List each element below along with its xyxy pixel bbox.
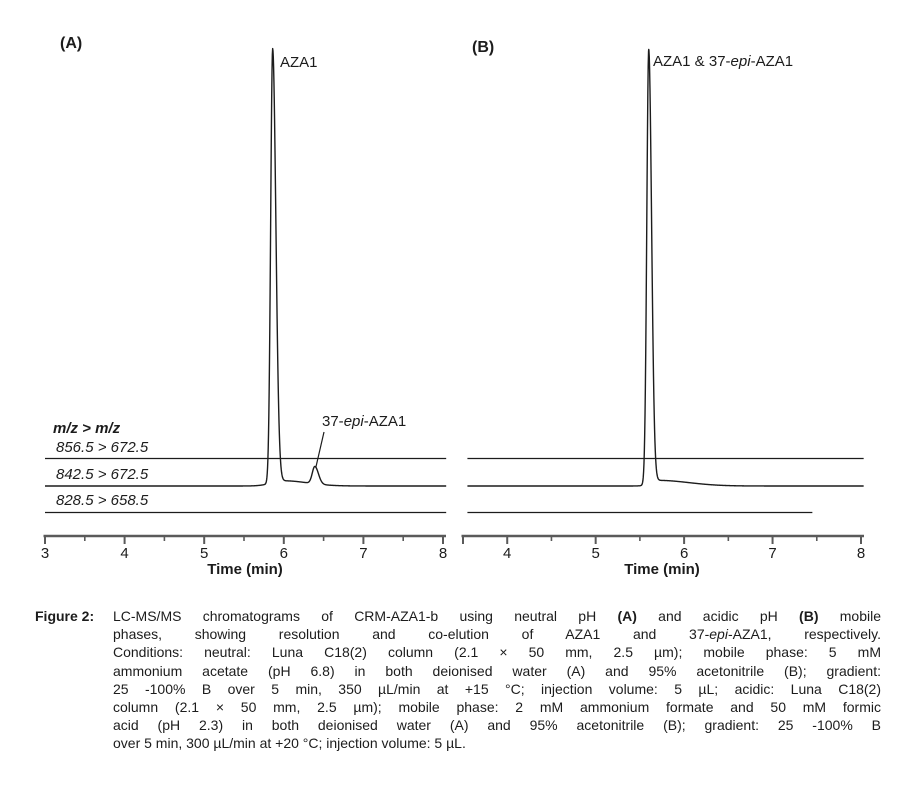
epi-callout-post: -AZA1: [363, 413, 407, 430]
panel-a-group: [41, 49, 447, 562]
x-tick-label: 6: [279, 545, 288, 562]
caption-segment: 25 -100% B over 5 min, 350 µL/min at +15 °C; injection volume: 5 µL; acidic: Luna C18(2): [113, 680, 881, 697]
caption-segment: (B): [799, 608, 819, 624]
caption-segment: over 5 min, 300 µL/min at +20 °C; injection volume: 5 µL.: [113, 735, 466, 752]
caption-line: [113, 734, 881, 752]
figure-caption-tag: Figure 2:: [35, 608, 95, 624]
x-tick-label: 8: [438, 545, 448, 562]
x-tick-label: 6: [679, 545, 689, 562]
mz-transition-3: 828.5 > 658.5: [56, 492, 149, 509]
panel-b-group: [462, 49, 866, 562]
caption-segment: ammonium acetate (pH 6.8) in both deionised water (A) and 95% acetonitrile (B); gradient:: [113, 662, 881, 679]
panel-b-label: (B): [472, 39, 495, 56]
x-tick-label: 7: [768, 545, 777, 562]
caption-segment: column (2.1 × 50 mm, 2.5 µm); mobile phase: 2 mM ammonium formate and 50 mM formic: [113, 699, 881, 716]
x-tick-label: 8: [856, 545, 866, 562]
figure-caption: [35, 607, 881, 753]
mz-legend-header: m/z > m/z: [53, 420, 121, 437]
caption-segment: -AZA1, respectively.: [727, 626, 881, 643]
mz-transition-1: 856.5 > 672.5: [56, 439, 149, 456]
x-axis-title-a: Time (min): [207, 561, 283, 578]
peak-label-b-epi: epi: [730, 53, 751, 70]
x-tick-label: 4: [503, 545, 512, 562]
caption-line: [113, 662, 881, 680]
figure-caption-text: [113, 607, 881, 753]
trace-peaks-2: [467, 49, 863, 486]
caption-segment: phases, showing resolution and co-elution of AZA1 and 37-: [113, 626, 710, 643]
caption-line: [113, 698, 881, 716]
x-tick-label: 3: [40, 545, 50, 562]
x-tick-label: 4: [120, 545, 129, 562]
caption-segment: (A): [617, 608, 637, 624]
caption-segment: and acidic pH: [636, 608, 800, 624]
caption-line: [113, 607, 881, 625]
epi-callout-epi: epi: [343, 413, 364, 430]
panel-a-label: (A): [60, 35, 83, 52]
caption-segment: acid (pH 2.3) in both deionised water (A) and 95% acetonitrile (B); gradient: 25 -100% B: [113, 717, 881, 734]
x-tick-label: 5: [591, 545, 600, 562]
caption-line: [113, 680, 881, 698]
caption-segment: LC-MS/MS chromatograms of CRM-AZA1-b using neutral pH: [113, 608, 618, 624]
x-axis-title-b: Time (min): [624, 561, 700, 578]
caption-line: [113, 643, 881, 661]
caption-segment: epi: [709, 626, 728, 643]
epi-callout-pre: 37-: [322, 413, 344, 430]
epi-peak-callout-label: [322, 414, 406, 430]
mz-transition-2: 842.5 > 672.5: [56, 466, 149, 483]
peak-label-b-post: -AZA1: [750, 53, 794, 70]
caption-line: [113, 716, 881, 734]
x-tick-label: 5: [200, 545, 209, 562]
x-tick-label: 7: [359, 545, 368, 562]
caption-segment: mobile: [818, 608, 881, 624]
epi-callout-line: [316, 432, 324, 467]
peak-label-aza1-coelution: [653, 54, 793, 70]
caption-segment: Conditions: neutral: Luna C18(2) column (2.1 × 50 mm, 2.5 µm); mobile phase: 5 mM: [113, 644, 881, 661]
peak-label-b-pre: AZA1 & 37-: [653, 53, 731, 70]
caption-line: [113, 625, 881, 643]
peak-label-aza1: AZA1: [280, 54, 318, 71]
